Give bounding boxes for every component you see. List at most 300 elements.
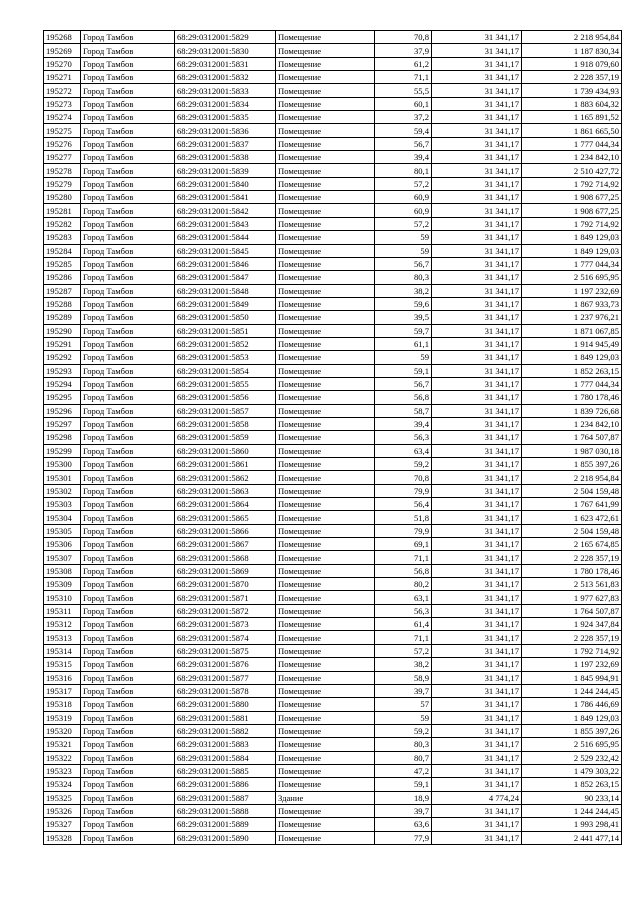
cadastral-number-cell: 68:29:0312001:5866 [175, 524, 276, 537]
cadastral-number-cell: 68:29:0312001:5854 [175, 364, 276, 377]
cadastral-number-cell: 68:29:0312001:5888 [175, 804, 276, 817]
table-row [44, 564, 622, 577]
row-number-cell: 195293 [44, 364, 81, 377]
table-row [44, 591, 622, 604]
row-number-cell: 195316 [44, 671, 81, 684]
municipality-cell: Город Тамбов [81, 191, 175, 204]
cadastral-number-cell: 68:29:0312001:5882 [175, 724, 276, 737]
row-number-cell: 195284 [44, 244, 81, 257]
municipality-cell: Город Тамбов [81, 417, 175, 430]
table-row [44, 578, 622, 591]
area-cell: 47,2 [375, 764, 432, 777]
cadastral-number-cell: 68:29:0312001:5838 [175, 151, 276, 164]
object-type-cell: Помещение [276, 351, 375, 364]
area-cell: 60,9 [375, 204, 432, 217]
object-type-cell: Помещение [276, 644, 375, 657]
area-cell: 70,8 [375, 31, 432, 44]
municipality-cell: Город Тамбов [81, 511, 175, 524]
specific-value-cell: 31 341,17 [432, 364, 522, 377]
area-cell: 70,8 [375, 471, 432, 484]
municipality-cell: Город Тамбов [81, 204, 175, 217]
municipality-cell: Город Тамбов [81, 404, 175, 417]
document-page [43, 30, 621, 845]
row-number-cell: 195282 [44, 217, 81, 230]
cadastral-value-cell: 1 786 446,69 [522, 698, 622, 711]
table-row [44, 618, 622, 631]
cadastral-number-cell: 68:29:0312001:5867 [175, 538, 276, 551]
cadastral-value-cell: 2 510 427,72 [522, 164, 622, 177]
area-cell: 56,7 [375, 257, 432, 270]
row-number-cell: 195291 [44, 337, 81, 350]
area-cell: 61,4 [375, 618, 432, 631]
row-number-cell: 195285 [44, 257, 81, 270]
municipality-cell: Город Тамбов [81, 97, 175, 110]
specific-value-cell: 31 341,17 [432, 84, 522, 97]
area-cell: 56,7 [375, 377, 432, 390]
cadastral-value-cell: 1 197 232,69 [522, 658, 622, 671]
specific-value-cell: 31 341,17 [432, 458, 522, 471]
object-type-cell: Помещение [276, 698, 375, 711]
row-number-cell: 195273 [44, 97, 81, 110]
specific-value-cell: 31 341,17 [432, 498, 522, 511]
table-row [44, 244, 622, 257]
table-row [44, 404, 622, 417]
specific-value-cell: 31 341,17 [432, 311, 522, 324]
cadastral-value-cell: 2 441 477,14 [522, 831, 622, 844]
specific-value-cell: 31 341,17 [432, 57, 522, 70]
object-type-cell: Помещение [276, 631, 375, 644]
object-type-cell: Помещение [276, 511, 375, 524]
specific-value-cell: 31 341,17 [432, 177, 522, 190]
area-cell: 71,1 [375, 551, 432, 564]
cadastral-value-cell: 1 792 714,92 [522, 177, 622, 190]
area-cell: 60,1 [375, 97, 432, 110]
cadastral-value-cell: 1 871 067,85 [522, 324, 622, 337]
cadastral-number-cell: 68:29:0312001:5853 [175, 351, 276, 364]
cadastral-value-cell: 1 987 030,18 [522, 444, 622, 457]
row-number-cell: 195270 [44, 57, 81, 70]
municipality-cell: Город Тамбов [81, 431, 175, 444]
municipality-cell: Город Тамбов [81, 164, 175, 177]
specific-value-cell: 31 341,17 [432, 244, 522, 257]
cadastral-value-cell: 1 767 641,99 [522, 498, 622, 511]
municipality-cell: Город Тамбов [81, 818, 175, 831]
cadastral-number-cell: 68:29:0312001:5874 [175, 631, 276, 644]
table-row [44, 177, 622, 190]
cadastral-number-cell: 68:29:0312001:5887 [175, 791, 276, 804]
row-number-cell: 195307 [44, 551, 81, 564]
municipality-cell: Город Тамбов [81, 498, 175, 511]
area-cell: 69,1 [375, 538, 432, 551]
cadastral-number-cell: 68:29:0312001:5880 [175, 698, 276, 711]
area-cell: 39,4 [375, 151, 432, 164]
table-row [44, 778, 622, 791]
municipality-cell: Город Тамбов [81, 804, 175, 817]
table-row [44, 484, 622, 497]
area-cell: 80,1 [375, 164, 432, 177]
cadastral-number-cell: 68:29:0312001:5873 [175, 618, 276, 631]
municipality-cell: Город Тамбов [81, 284, 175, 297]
object-type-cell: Помещение [276, 524, 375, 537]
row-number-cell: 195312 [44, 618, 81, 631]
object-type-cell: Помещение [276, 684, 375, 697]
cadastral-number-cell: 68:29:0312001:5850 [175, 311, 276, 324]
cadastral-number-cell: 68:29:0312001:5835 [175, 111, 276, 124]
table-row [44, 84, 622, 97]
cadastral-value-cell: 90 233,14 [522, 791, 622, 804]
specific-value-cell: 31 341,17 [432, 738, 522, 751]
object-type-cell: Помещение [276, 551, 375, 564]
specific-value-cell: 31 341,17 [432, 484, 522, 497]
cadastral-value-cell: 1 165 891,52 [522, 111, 622, 124]
object-type-cell: Помещение [276, 404, 375, 417]
table-row [44, 791, 622, 804]
municipality-cell: Город Тамбов [81, 151, 175, 164]
cadastral-value-cell: 1 792 714,92 [522, 217, 622, 230]
table-row [44, 804, 622, 817]
row-number-cell: 195309 [44, 578, 81, 591]
row-number-cell: 195304 [44, 511, 81, 524]
area-cell: 61,1 [375, 337, 432, 350]
object-type-cell: Помещение [276, 444, 375, 457]
area-cell: 59 [375, 351, 432, 364]
municipality-cell: Город Тамбов [81, 791, 175, 804]
municipality-cell: Город Тамбов [81, 684, 175, 697]
cadastral-value-cell: 1 883 604,32 [522, 97, 622, 110]
area-cell: 59,4 [375, 124, 432, 137]
municipality-cell: Город Тамбов [81, 364, 175, 377]
area-cell: 56,3 [375, 431, 432, 444]
table-row [44, 257, 622, 270]
area-cell: 59,1 [375, 778, 432, 791]
cadastral-value-cell: 1 993 298,41 [522, 818, 622, 831]
municipality-cell: Город Тамбов [81, 351, 175, 364]
cadastral-number-cell: 68:29:0312001:5858 [175, 417, 276, 430]
specific-value-cell: 31 341,17 [432, 191, 522, 204]
table-row [44, 351, 622, 364]
specific-value-cell: 31 341,17 [432, 217, 522, 230]
object-type-cell: Помещение [276, 244, 375, 257]
cadastral-value-cell: 1 861 665,50 [522, 124, 622, 137]
table-row [44, 524, 622, 537]
specific-value-cell: 31 341,17 [432, 257, 522, 270]
row-number-cell: 195323 [44, 764, 81, 777]
area-cell: 37,2 [375, 111, 432, 124]
area-cell: 80,3 [375, 738, 432, 751]
cadastral-number-cell: 68:29:0312001:5884 [175, 751, 276, 764]
specific-value-cell: 31 341,17 [432, 124, 522, 137]
municipality-cell: Город Тамбов [81, 738, 175, 751]
table-row [44, 738, 622, 751]
specific-value-cell: 31 341,17 [432, 684, 522, 697]
specific-value-cell: 31 341,17 [432, 271, 522, 284]
object-type-cell: Помещение [276, 191, 375, 204]
municipality-cell: Город Тамбов [81, 831, 175, 844]
table-row [44, 191, 622, 204]
object-type-cell: Помещение [276, 257, 375, 270]
municipality-cell: Город Тамбов [81, 31, 175, 44]
row-number-cell: 195277 [44, 151, 81, 164]
municipality-cell: Город Тамбов [81, 177, 175, 190]
cadastral-value-cell: 2 516 695,95 [522, 738, 622, 751]
specific-value-cell: 31 341,17 [432, 578, 522, 591]
specific-value-cell: 31 341,17 [432, 511, 522, 524]
cadastral-number-cell: 68:29:0312001:5872 [175, 604, 276, 617]
table-body [44, 31, 622, 845]
area-cell: 58,9 [375, 671, 432, 684]
area-cell: 39,5 [375, 311, 432, 324]
cadastral-value-cell: 1 777 044,34 [522, 377, 622, 390]
cadastral-number-cell: 68:29:0312001:5885 [175, 764, 276, 777]
table-row [44, 644, 622, 657]
municipality-cell: Город Тамбов [81, 724, 175, 737]
municipality-cell: Город Тамбов [81, 84, 175, 97]
table-row [44, 631, 622, 644]
table-row [44, 444, 622, 457]
cadastral-number-cell: 68:29:0312001:5857 [175, 404, 276, 417]
row-number-cell: 195313 [44, 631, 81, 644]
area-cell: 57,2 [375, 644, 432, 657]
area-cell: 71,1 [375, 631, 432, 644]
cadastral-number-cell: 68:29:0312001:5868 [175, 551, 276, 564]
specific-value-cell: 31 341,17 [432, 644, 522, 657]
object-type-cell: Помещение [276, 417, 375, 430]
area-cell: 59,2 [375, 724, 432, 737]
cadastral-number-cell: 68:29:0312001:5833 [175, 84, 276, 97]
row-number-cell: 195279 [44, 177, 81, 190]
cadastral-number-cell: 68:29:0312001:5849 [175, 297, 276, 310]
municipality-cell: Город Тамбов [81, 124, 175, 137]
specific-value-cell: 31 341,17 [432, 377, 522, 390]
area-cell: 59,1 [375, 364, 432, 377]
object-type-cell: Помещение [276, 391, 375, 404]
area-cell: 80,2 [375, 578, 432, 591]
area-cell: 63,4 [375, 444, 432, 457]
area-cell: 38,2 [375, 284, 432, 297]
municipality-cell: Город Тамбов [81, 551, 175, 564]
cadastral-number-cell: 68:29:0312001:5840 [175, 177, 276, 190]
cadastral-value-cell: 2 218 954,84 [522, 471, 622, 484]
specific-value-cell: 31 341,17 [432, 431, 522, 444]
object-type-cell: Помещение [276, 538, 375, 551]
table-row [44, 751, 622, 764]
cadastral-number-cell: 68:29:0312001:5890 [175, 831, 276, 844]
object-type-cell: Помещение [276, 778, 375, 791]
row-number-cell: 195311 [44, 604, 81, 617]
specific-value-cell: 31 341,17 [432, 524, 522, 537]
cadastral-value-cell: 2 165 674,85 [522, 538, 622, 551]
table-row [44, 671, 622, 684]
municipality-cell: Город Тамбов [81, 111, 175, 124]
cadastral-value-cell: 1 839 726,68 [522, 404, 622, 417]
municipality-cell: Город Тамбов [81, 578, 175, 591]
row-number-cell: 195274 [44, 111, 81, 124]
row-number-cell: 195310 [44, 591, 81, 604]
area-cell: 56,8 [375, 564, 432, 577]
row-number-cell: 195289 [44, 311, 81, 324]
object-type-cell: Помещение [276, 71, 375, 84]
specific-value-cell: 31 341,17 [432, 444, 522, 457]
specific-value-cell: 31 341,17 [432, 698, 522, 711]
table-row [44, 724, 622, 737]
row-number-cell: 195324 [44, 778, 81, 791]
area-cell: 80,3 [375, 271, 432, 284]
cadastral-value-cell: 1 914 945,49 [522, 337, 622, 350]
specific-value-cell: 31 341,17 [432, 591, 522, 604]
area-cell: 38,2 [375, 658, 432, 671]
table-row [44, 151, 622, 164]
municipality-cell: Город Тамбов [81, 217, 175, 230]
specific-value-cell: 31 341,17 [432, 97, 522, 110]
object-type-cell: Помещение [276, 97, 375, 110]
area-cell: 71,1 [375, 71, 432, 84]
cadastral-number-cell: 68:29:0312001:5832 [175, 71, 276, 84]
row-number-cell: 195320 [44, 724, 81, 737]
row-number-cell: 195301 [44, 471, 81, 484]
area-cell: 57,2 [375, 177, 432, 190]
cadastral-value-cell: 1 924 347,84 [522, 618, 622, 631]
table-row [44, 658, 622, 671]
cadastral-number-cell: 68:29:0312001:5869 [175, 564, 276, 577]
row-number-cell: 195269 [44, 44, 81, 57]
municipality-cell: Город Тамбов [81, 524, 175, 537]
object-type-cell: Помещение [276, 364, 375, 377]
specific-value-cell: 31 341,17 [432, 391, 522, 404]
municipality-cell: Город Тамбов [81, 311, 175, 324]
cadastral-value-cell: 1 244 244,45 [522, 804, 622, 817]
municipality-cell: Город Тамбов [81, 778, 175, 791]
table-row [44, 711, 622, 724]
specific-value-cell: 31 341,17 [432, 111, 522, 124]
table-row [44, 538, 622, 551]
area-cell: 18,9 [375, 791, 432, 804]
table-row [44, 204, 622, 217]
table-row [44, 31, 622, 44]
table-row [44, 431, 622, 444]
area-cell: 39,7 [375, 684, 432, 697]
object-type-cell: Помещение [276, 578, 375, 591]
table-row [44, 551, 622, 564]
row-number-cell: 195287 [44, 284, 81, 297]
cadastral-value-cell: 1 777 044,34 [522, 257, 622, 270]
object-type-cell: Помещение [276, 484, 375, 497]
cadastral-value-cell: 2 228 357,19 [522, 71, 622, 84]
object-type-cell: Помещение [276, 831, 375, 844]
object-type-cell: Помещение [276, 458, 375, 471]
cadastral-number-cell: 68:29:0312001:5836 [175, 124, 276, 137]
cadastral-number-cell: 68:29:0312001:5848 [175, 284, 276, 297]
municipality-cell: Город Тамбов [81, 324, 175, 337]
table-row [44, 111, 622, 124]
object-type-cell: Помещение [276, 671, 375, 684]
cadastral-number-cell: 68:29:0312001:5859 [175, 431, 276, 444]
table-row [44, 391, 622, 404]
cadastral-value-cell: 1 852 263,15 [522, 364, 622, 377]
object-type-cell: Помещение [276, 57, 375, 70]
area-cell: 59,2 [375, 458, 432, 471]
municipality-cell: Город Тамбов [81, 471, 175, 484]
object-type-cell: Помещение [276, 204, 375, 217]
area-cell: 77,9 [375, 831, 432, 844]
cadastral-value-cell: 1 764 507,87 [522, 431, 622, 444]
table-row [44, 284, 622, 297]
cadastral-number-cell: 68:29:0312001:5878 [175, 684, 276, 697]
specific-value-cell: 31 341,17 [432, 831, 522, 844]
area-cell: 63,6 [375, 818, 432, 831]
municipality-cell: Город Тамбов [81, 137, 175, 150]
specific-value-cell: 31 341,17 [432, 231, 522, 244]
table-row [44, 271, 622, 284]
cadastral-value-cell: 1 977 627,83 [522, 591, 622, 604]
table-row [44, 364, 622, 377]
cadastral-value-cell: 1 849 129,03 [522, 231, 622, 244]
area-cell: 57 [375, 698, 432, 711]
cadastral-number-cell: 68:29:0312001:5842 [175, 204, 276, 217]
specific-value-cell: 31 341,17 [432, 538, 522, 551]
area-cell: 80,7 [375, 751, 432, 764]
table-row [44, 124, 622, 137]
cadastral-number-cell: 68:29:0312001:5831 [175, 57, 276, 70]
municipality-cell: Город Тамбов [81, 458, 175, 471]
row-number-cell: 195294 [44, 377, 81, 390]
row-number-cell: 195280 [44, 191, 81, 204]
row-number-cell: 195325 [44, 791, 81, 804]
area-cell: 39,4 [375, 417, 432, 430]
row-number-cell: 195314 [44, 644, 81, 657]
table-row [44, 164, 622, 177]
cadastral-value-cell: 2 218 954,84 [522, 31, 622, 44]
cadastral-number-cell: 68:29:0312001:5861 [175, 458, 276, 471]
area-cell: 79,9 [375, 484, 432, 497]
table-row [44, 137, 622, 150]
cadastral-number-cell: 68:29:0312001:5856 [175, 391, 276, 404]
cadastral-number-cell: 68:29:0312001:5883 [175, 738, 276, 751]
area-cell: 59 [375, 711, 432, 724]
row-number-cell: 195275 [44, 124, 81, 137]
cadastral-value-cell: 1 197 232,69 [522, 284, 622, 297]
object-type-cell: Помещение [276, 377, 375, 390]
municipality-cell: Город Тамбов [81, 604, 175, 617]
object-type-cell: Помещение [276, 764, 375, 777]
row-number-cell: 195326 [44, 804, 81, 817]
specific-value-cell: 31 341,17 [432, 297, 522, 310]
object-type-cell: Помещение [276, 324, 375, 337]
cadastral-value-cell: 1 780 178,46 [522, 564, 622, 577]
row-number-cell: 195317 [44, 684, 81, 697]
table-row [44, 57, 622, 70]
table-row [44, 498, 622, 511]
row-number-cell: 195319 [44, 711, 81, 724]
row-number-cell: 195268 [44, 31, 81, 44]
row-number-cell: 195300 [44, 458, 81, 471]
municipality-cell: Город Тамбов [81, 44, 175, 57]
specific-value-cell: 31 341,17 [432, 604, 522, 617]
object-type-cell: Помещение [276, 591, 375, 604]
cadastral-value-cell: 1 852 263,15 [522, 778, 622, 791]
row-number-cell: 195315 [44, 658, 81, 671]
cadastral-number-cell: 68:29:0312001:5889 [175, 818, 276, 831]
municipality-cell: Город Тамбов [81, 564, 175, 577]
specific-value-cell: 31 341,17 [432, 711, 522, 724]
table-row [44, 231, 622, 244]
specific-value-cell: 31 341,17 [432, 564, 522, 577]
table-row [44, 71, 622, 84]
specific-value-cell: 31 341,17 [432, 31, 522, 44]
cadastral-number-cell: 68:29:0312001:5877 [175, 671, 276, 684]
cadastral-number-cell: 68:29:0312001:5876 [175, 658, 276, 671]
municipality-cell: Город Тамбов [81, 671, 175, 684]
object-type-cell: Помещение [276, 111, 375, 124]
